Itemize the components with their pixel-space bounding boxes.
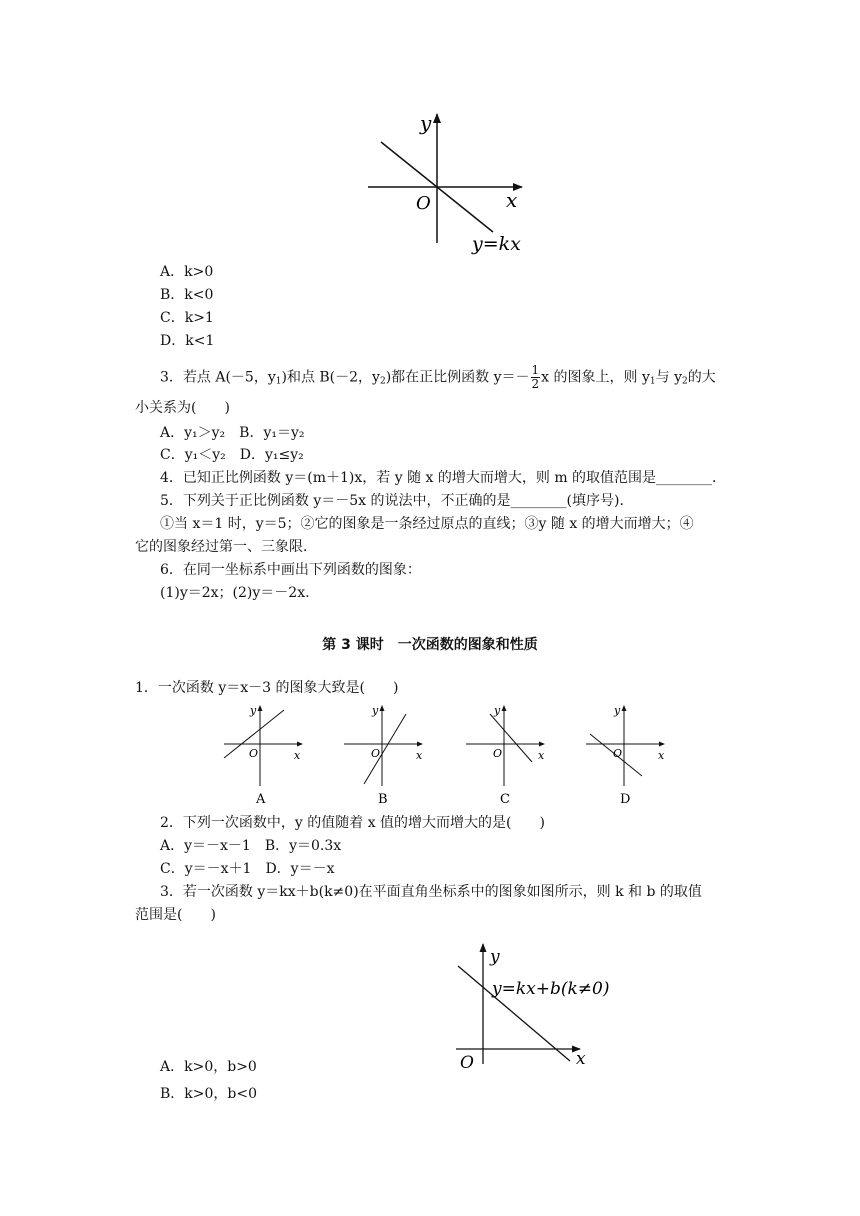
graph-c-label: C	[500, 792, 510, 807]
svg-text:x: x	[416, 749, 423, 762]
q6-items: (1)y＝2x；(2)y＝－2x.	[160, 585, 310, 601]
svg-text:y: y	[372, 704, 379, 717]
graph-d	[586, 704, 665, 807]
graph-b	[344, 704, 423, 807]
q6-question: 6．在同一坐标系中画出下列函数的图象：	[160, 562, 421, 578]
figure-y-kx	[360, 108, 540, 258]
q2-option-d: D．k<1	[160, 333, 215, 349]
x-axis-label: x	[506, 188, 518, 212]
section-title: 第 3 课时 一次函数的图象和性质	[322, 637, 538, 653]
figure-y-kx-b	[448, 938, 638, 1074]
p3-question-line1: 3．若一次函数 y＝kx＋b(k≠0)在平面直角坐标系中的图象如图所示，则 k 和 b 的取值	[160, 884, 702, 900]
q2-option-b: B．k<0	[160, 287, 214, 303]
q5-items-line1: ①当 x＝1 时，y＝5；②它的图象是一条经过原点的直线；③y 随 x 的增大而增大；④	[160, 516, 694, 532]
svg-text:y: y	[614, 704, 621, 717]
p3-option-b: B．k>0，b<0	[160, 1086, 258, 1102]
p2-options-row1: A．y＝－x－1 B．y＝0.3x	[160, 838, 342, 854]
svg-text:O: O	[371, 747, 381, 760]
svg-text:O: O	[613, 747, 623, 760]
p3-option-a: A．k>0，b>0	[160, 1059, 257, 1075]
q5-question: 5．下列关于正比例函数 y＝－5x 的说法中，不正确的是________(填序号)．	[160, 493, 634, 509]
q3-question-cont: 小关系为( )	[135, 400, 230, 416]
q2-option-a: A．k>0	[160, 264, 214, 280]
q3-options-row1: A．y₁＞y₂ B．y₁＝y₂	[160, 425, 305, 441]
p1-question: 1．一次函数 y＝x－3 的图象大致是( )	[135, 680, 399, 696]
graph-c	[466, 704, 545, 807]
origin-label: O	[416, 193, 431, 214]
x-axis-label: x	[576, 1049, 586, 1069]
p3-question-line2: 范围是( )	[135, 907, 216, 923]
y-axis-label: y	[420, 111, 432, 135]
svg-text:O: O	[493, 747, 503, 760]
fraction-one-half: $\frac{1}{2}$	[531, 363, 540, 391]
q2-option-c: C．k>1	[160, 310, 214, 326]
p2-options-row2: C．y＝－x＋1 D．y＝－x	[160, 861, 335, 877]
p2-question: 2．下列一次函数中，y 的值随着 x 值的增大而增大的是( )	[160, 815, 545, 831]
svg-text:x: x	[294, 749, 301, 762]
p1-graphs	[210, 700, 680, 810]
q5-items-line2: 它的图象经过第一、三象限．	[135, 539, 317, 555]
svg-text:x: x	[658, 749, 665, 762]
line-label: y=kx	[472, 233, 521, 255]
origin-label: O	[460, 1053, 474, 1073]
svg-text:y: y	[494, 704, 501, 717]
graph-d-label: D	[620, 792, 631, 807]
graph-a	[224, 704, 302, 807]
line-label: y=kx+b(k≠0)	[492, 979, 610, 999]
q3-question: 3．若点 A(－5，$y_1$)和点 B(－2，$y_2$)都在正比例函数 y＝－ $\frac{1}{2}$ x 的图象上，则 $y_1$与 $y_2$的大	[160, 363, 716, 391]
graph-a-label: A	[256, 792, 266, 807]
svg-text:O: O	[249, 747, 259, 760]
svg-text:y: y	[250, 704, 257, 717]
graph-b-label: B	[378, 792, 388, 807]
q3-options-row2: C．y₁＜y₂ D．y₁≤y₂	[160, 447, 304, 463]
svg-text:x: x	[538, 749, 545, 762]
q4-question: 4．已知正比例函数 y＝(m＋1)x，若 y 随 x 的增大而增大，则 m 的取值范围是________．	[160, 470, 727, 486]
y-axis-label: y	[490, 947, 500, 967]
